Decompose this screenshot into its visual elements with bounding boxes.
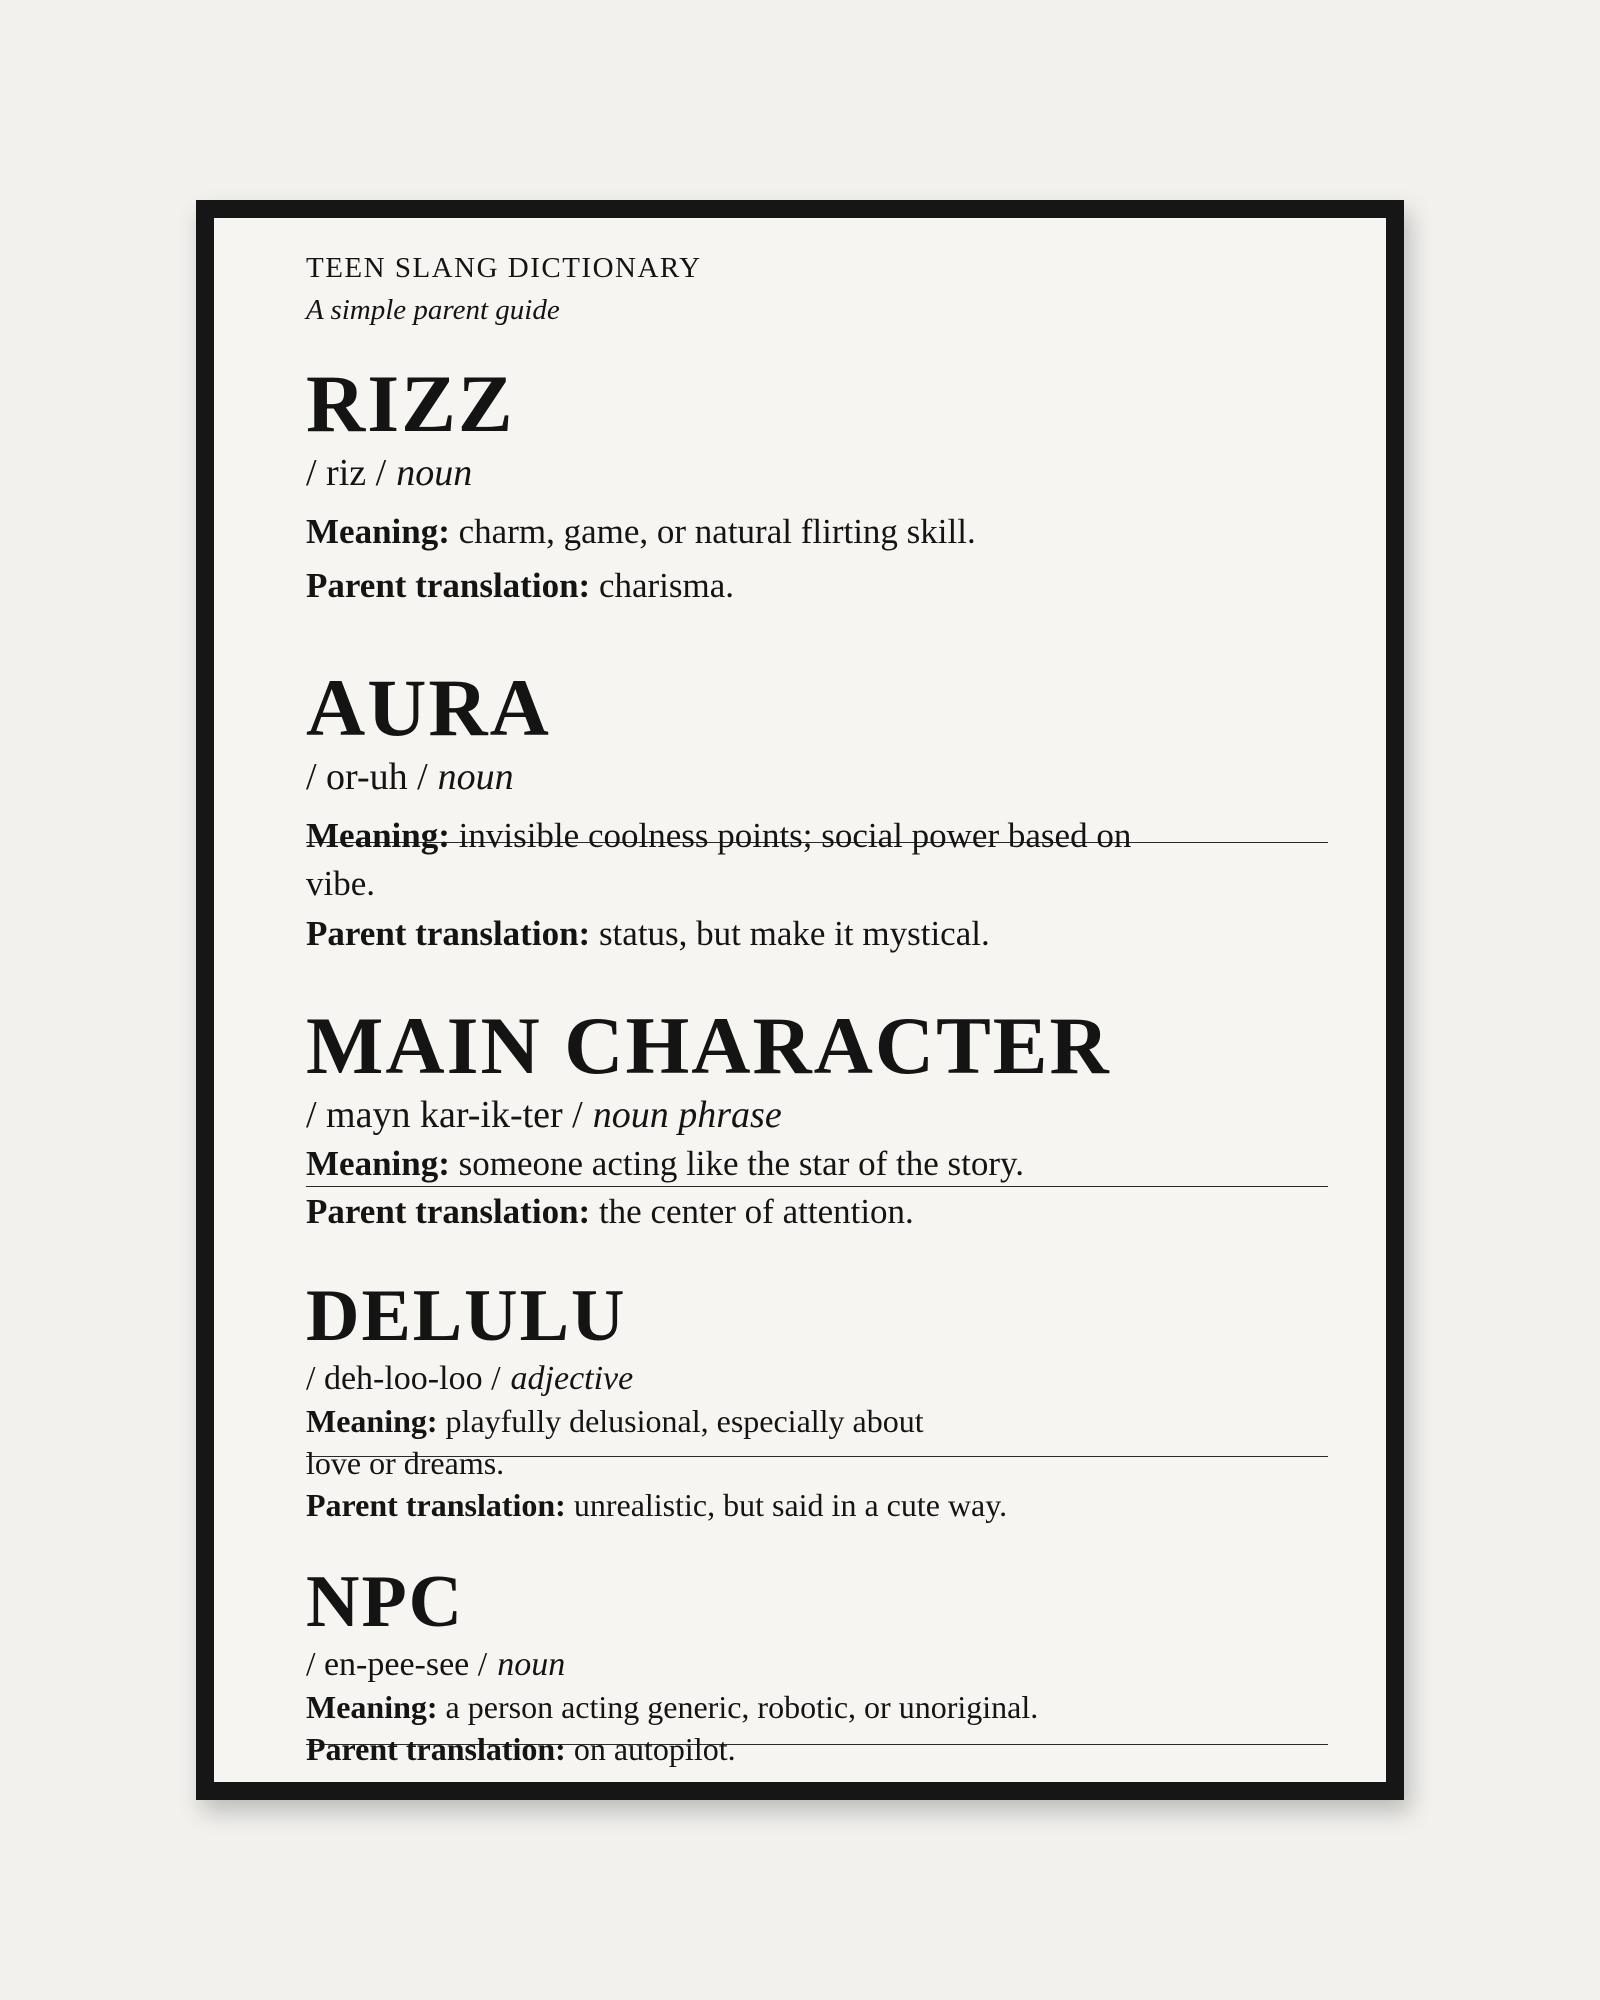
translation-text: the center of attention. [598,1192,914,1231]
entry-rizz [306,360,1328,610]
meaning-text: someone acting like the star of the story. [458,1144,1024,1183]
meaning-line [306,1140,1328,1188]
pronunciation-text: / mayn kar-ik-ter / [306,1094,583,1136]
translation-label: Parent translation: [306,914,591,953]
meaning-line [306,1400,946,1484]
translation-text: charisma. [598,566,735,605]
meaning-label: Meaning: [306,1144,450,1183]
pronunciation-text: / en-pee-see / [306,1646,488,1683]
meaning-line [306,508,1328,556]
pronunciation-text: / riz / [306,452,387,494]
translation-label: Parent translation: [306,1731,566,1767]
entry-delulu [306,1276,1328,1526]
meaning-line [306,812,1146,908]
entry-word: MAIN CHARACTER [306,1000,1111,1091]
translation-line [306,910,1328,958]
poster-header [306,250,702,328]
translation-label: Parent translation: [306,1192,591,1231]
part-of-speech: noun [396,452,473,494]
part-of-speech: noun [497,1646,566,1683]
pronunciation-text: / deh-loo-loo / [306,1360,501,1397]
part-of-speech: adjective [510,1360,634,1397]
translation-text: unrealistic, but said in a cute way. [573,1487,1008,1523]
entry-pronunciation [306,450,1328,496]
meaning-text: a person acting generic, robotic, or unoriginal. [445,1689,1039,1725]
entry-pronunciation [306,1644,1328,1686]
pronunciation-text: / or-uh / [306,756,428,798]
meaning-label: Meaning: [306,816,450,855]
entry-npc [306,1562,1328,1770]
meaning-text: invisible coolness points; social power based on vibe. [306,816,1132,903]
translation-line [306,1484,1328,1526]
entry-main-character [306,1002,1328,1236]
poster-frame [196,200,1404,1800]
part-of-speech: noun [437,756,514,798]
dictionary-title: TEEN SLANG DICTIONARY [306,252,702,284]
meaning-label: Meaning: [306,1689,438,1725]
translation-line [306,1728,1328,1770]
translation-label: Parent translation: [306,566,591,605]
poster-paper [214,218,1386,1782]
meaning-text: playfully delusional, especially about love or dreams. [306,1403,924,1481]
entry-word: NPC [306,1561,465,1643]
entry-aura [306,664,1328,958]
translation-line [306,1188,1328,1236]
translation-text: on autopilot. [573,1731,736,1767]
entry-pronunciation [306,1092,1328,1138]
entry-word: AURA [306,662,551,753]
meaning-label: Meaning: [306,1403,438,1439]
translation-line [306,562,1328,610]
translation-text: status, but make it mystical. [598,914,990,953]
meaning-label: Meaning: [306,512,450,551]
meaning-line [306,1686,1328,1728]
meaning-text: charm, game, or natural flirting skill. [458,512,976,551]
entry-pronunciation [306,1358,1328,1400]
dictionary-subtitle: A simple parent guide [306,294,560,326]
entry-word: RIZZ [306,358,515,449]
part-of-speech: noun phrase [592,1094,782,1136]
translation-label: Parent translation: [306,1487,566,1523]
entry-word: DELULU [306,1275,627,1357]
entry-pronunciation [306,754,1328,800]
